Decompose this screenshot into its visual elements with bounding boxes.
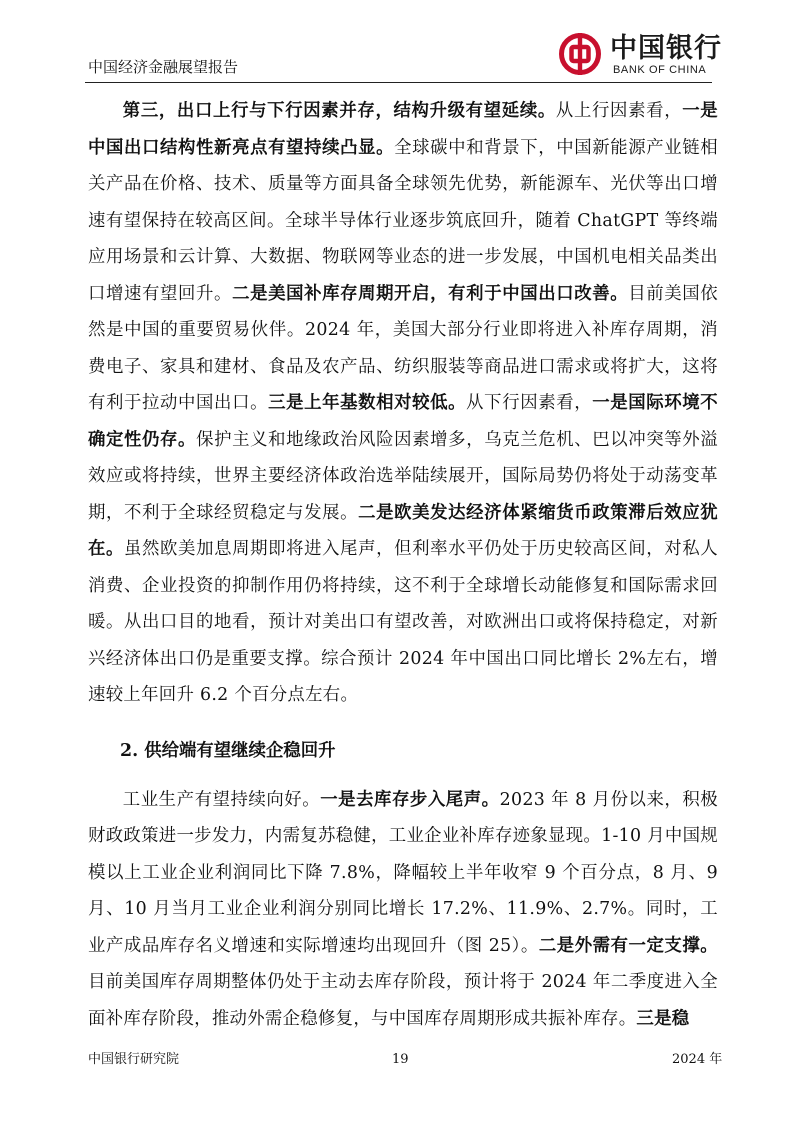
text-segment: 三是稳 (636, 1008, 690, 1029)
paragraph-export-outlook (88, 93, 718, 714)
text-segment: 全球碳中和背景下，中国新能源产业链相关产品在价格、技术、质量等方面具备全球领先优势，新能源车、光伏等出口增速有望保持在较高区间。全球半导体行业逐步筑底回升，随着 ChatGPT 等终端应用场景和云计算、大数据、物联网等业态的进一步发展，中国机电相关品类出口增速有望回升。 (88, 137, 718, 304)
text-segment: 二是外需有一定支撑。 (538, 935, 718, 956)
section-heading: 2. 供给端有望继续企稳回升 (120, 740, 336, 761)
text-segment: 一是国际环境不确定性仍存。 (88, 393, 718, 450)
footer-institute: 中国银行研究院 (88, 1052, 180, 1067)
report-body (88, 93, 718, 1037)
text-segment: 一是去库存步入尾声。 (320, 789, 500, 810)
text-segment: 虽然欧美加息周期即将进入尾声，但利率水平仍处于历史较高区间，对私人消费、企业投资的抑制作用仍将持续，这不利于全球增长动能修复和国际需求回暖。从出口目的地看，预计对美出口有望改善，对欧洲出口或将保持稳定，对新兴经济体出口仍是重要支撑。综合预计 2024 年中国出口同比增长 2%左右，增速较上年回升 6.2 个百分点左右。 (88, 539, 719, 705)
text-segment: 二是美国补库存周期开启，有利于中国出口改善。 (232, 283, 629, 304)
text-segment: 第三，出口上行与下行因素并存，结构升级有望延续。 (122, 101, 556, 121)
bank-of-china-emblem-icon (558, 32, 602, 76)
text-segment: 从上行因素看， (555, 101, 683, 121)
text-segment: 一是中国出口结构性新亮点有望持续凸显。 (88, 101, 718, 158)
footer-year: 2024 年 (672, 1052, 723, 1067)
text-segment: 工业生产有望持续向好。 (122, 789, 321, 810)
text-segment: 保护主义和地缘政治风险因素增多，乌克兰危机、巴以冲突等外溢效应或将持续，世界主要经济体政治选举陆续展开，国际局势仍将处于动荡变革期，不利于全球经贸稳定与发展。 (88, 429, 718, 523)
text-segment: 二是欧美发达经济体紧缩货币政策滞后效应犹在。 (88, 502, 718, 559)
logo-name-cn: 中国银行 (610, 33, 722, 64)
text-segment: 2023 年 8 月份以来，积极财政政策进一步发力，内需复苏稳健，工业企业补库存迹象显现。1-10 月中国规模以上工业企业利润同比下降 7.8%，降幅较上半年收窄 9 个百分点，8 月、9 月、10 月当月工业企业利润分别同比增长 17.2%、11.9%、2.7%。同时，工业产成品库存名义增速和实际增速均出现回升（图 25）。 (88, 789, 718, 956)
text-segment: 从下行因素看， (466, 393, 593, 413)
report-title: 中国经济金融展望报告 (88, 58, 239, 76)
page-number: 19 (392, 1052, 409, 1067)
paragraph-supply-outlook (88, 782, 718, 1038)
text-segment: 目前美国依然是中国的重要贸易伙伴。2024 年，美国大部分行业即将进入补库存周期，消费电子、家具和建材、食品及农产品、纺织服装等商品进口需求或将扩大，这将有利于拉动中国出口。 (88, 283, 718, 413)
text-segment: 三是上年基数相对较低。 (268, 393, 467, 413)
text-segment: 目前美国库存周期整体仍处于主动去库存阶段，预计将于 2024 年二季度进入全面补库存阶段，推动外需企稳修复，与中国库存周期形成共振补库存。 (88, 972, 718, 1029)
bank-logo (558, 32, 722, 80)
logo-name-en: BANK OF CHINA (613, 64, 707, 76)
header-divider (85, 82, 712, 83)
